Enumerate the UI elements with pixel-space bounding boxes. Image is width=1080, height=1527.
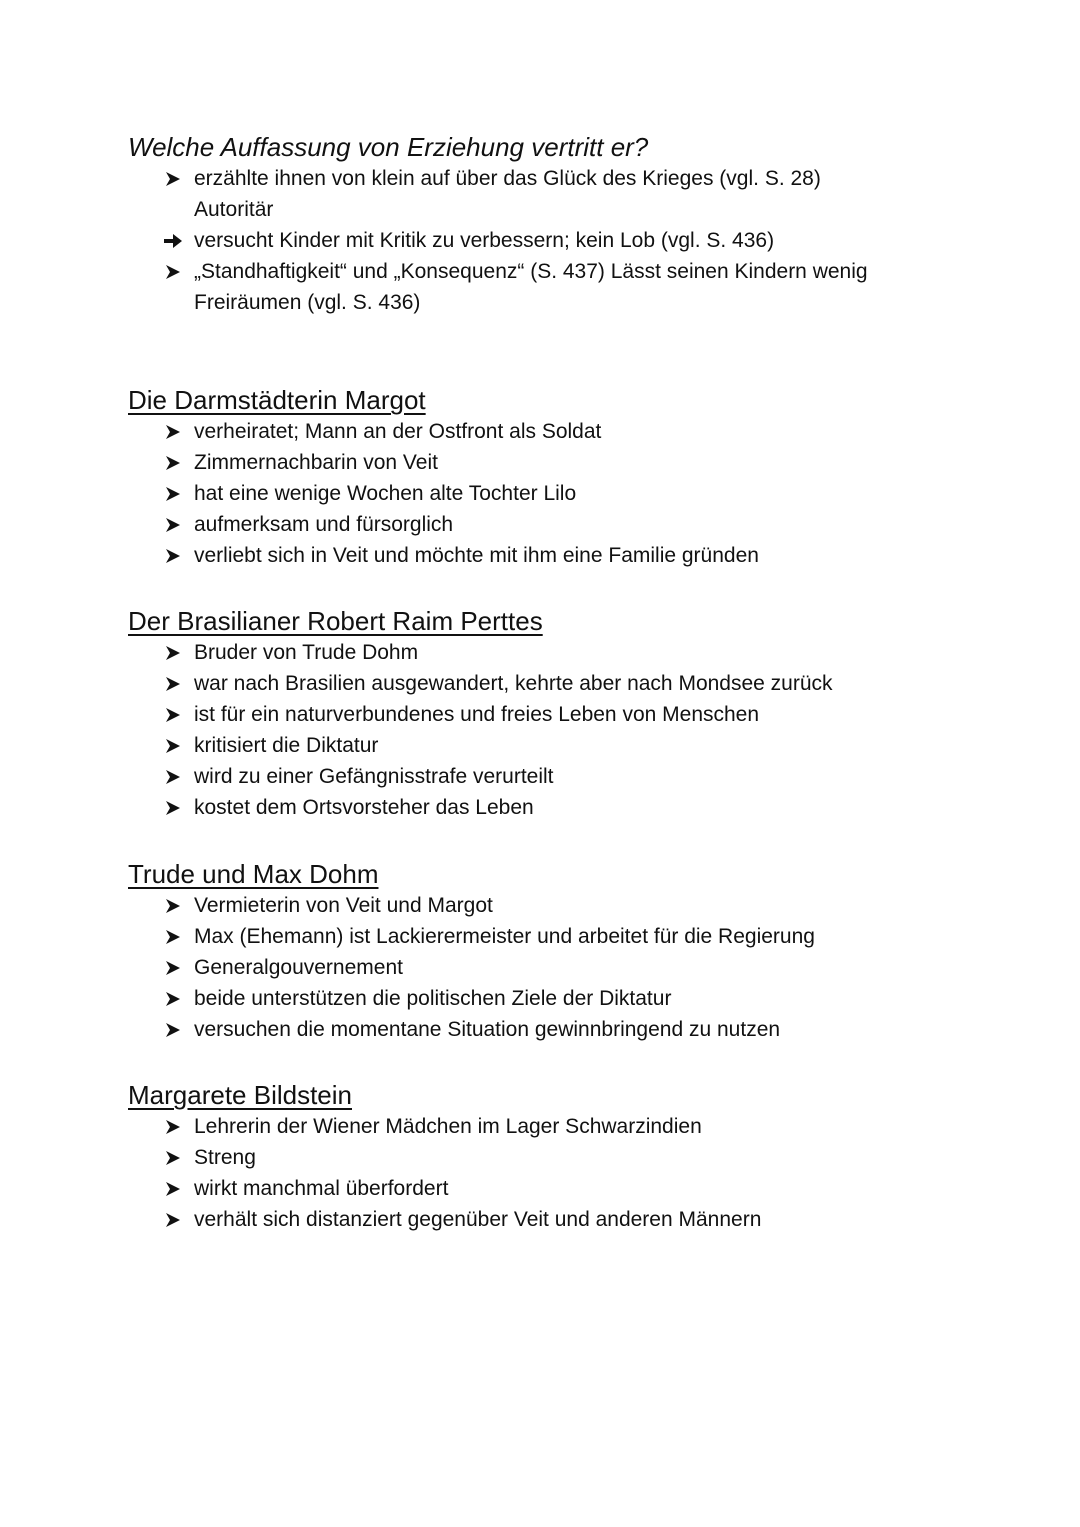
list-item <box>128 983 1028 1014</box>
list-item <box>128 952 1028 983</box>
list-item-text: Lehrerin der Wiener Mädchen im Lager Schwarzindien <box>194 1115 702 1138</box>
list-item-text: war nach Brasilien ausgewandert, kehrte aber nach Mondsee zurück <box>194 672 833 695</box>
list-item-text: wird zu einer Gefängnisstrafe verurteilt <box>194 765 554 788</box>
list-item <box>128 1173 1028 1204</box>
list-item-continuation: Freiräumen (vgl. S. 436) <box>194 291 421 314</box>
list-item-text: wirkt manchmal überfordert <box>194 1177 449 1200</box>
section-dohm <box>128 858 1028 1045</box>
triangle-bullet-icon <box>162 509 184 540</box>
list-item-text: ist für ein naturverbundenes und freies Leben von Menschen <box>194 703 760 726</box>
list-item-text: „Standhaftigkeit“ und „Konsequenz“ (S. 437) Lässt seinen Kindern wenig <box>194 260 868 283</box>
list-item <box>128 509 1028 540</box>
list-item-text: hat eine wenige Wochen alte Tochter Lilo <box>194 482 577 505</box>
list-item-text: Zimmernachbarin von Veit <box>194 451 438 474</box>
list-item <box>128 225 1028 256</box>
list-item-text: aufmerksam und fürsorglich <box>194 513 454 536</box>
triangle-bullet-icon <box>162 447 184 478</box>
list-item-text: kostet dem Ortsvorsteher das Leben <box>194 796 534 819</box>
triangle-bullet-icon <box>162 952 184 983</box>
section-heading: Die Darmstädterin Margot <box>128 385 426 415</box>
triangle-bullet-icon <box>162 637 184 668</box>
triangle-bullet-icon <box>162 921 184 952</box>
list-item <box>128 637 1028 668</box>
list-item <box>128 668 1028 699</box>
section-margot <box>128 384 1028 571</box>
list-item-text: versucht Kinder mit Kritik zu verbessern; kein Lob (vgl. S. 436) <box>194 229 775 252</box>
list-item <box>128 1111 1028 1142</box>
triangle-bullet-icon <box>162 890 184 921</box>
list-item-text: beide unterstützen die politischen Ziele der Diktatur <box>194 987 672 1010</box>
list-item <box>128 890 1028 921</box>
triangle-bullet-icon <box>162 1142 184 1173</box>
list-item <box>128 1142 1028 1173</box>
arrow-right-icon <box>162 225 184 256</box>
bullet-list <box>128 890 1028 1045</box>
list-item-continuation: Autoritär <box>194 198 274 221</box>
triangle-bullet-icon <box>162 699 184 730</box>
list-item-text: versuchen die momentane Situation gewinnbringend zu nutzen <box>194 1018 781 1041</box>
list-item <box>128 256 1028 318</box>
list-item <box>128 1014 1028 1045</box>
triangle-bullet-icon <box>162 730 184 761</box>
bullet-list <box>128 416 1028 571</box>
triangle-bullet-icon <box>162 792 184 823</box>
section-heading: Der Brasilianer Robert Raim Perttes <box>128 606 543 636</box>
triangle-bullet-icon <box>162 256 184 287</box>
bullet-list <box>128 637 1028 823</box>
list-item-text: Bruder von Trude Dohm <box>194 641 419 664</box>
triangle-bullet-icon <box>162 1111 184 1142</box>
triangle-bullet-icon <box>162 163 184 194</box>
triangle-bullet-icon <box>162 983 184 1014</box>
list-item <box>128 163 1028 225</box>
triangle-bullet-icon <box>162 1014 184 1045</box>
bullet-list <box>128 1111 1028 1235</box>
list-item-text: Max (Ehemann) ist Lackierermeister und arbeitet für die Regierung <box>194 925 815 948</box>
list-item-text: verliebt sich in Veit und möchte mit ihm eine Familie gründen <box>194 544 759 567</box>
list-item-text: Generalgouvernement <box>194 956 403 979</box>
section-heading: Welche Auffassung von Erziehung vertritt er? <box>128 132 649 162</box>
list-item-text: verheiratet; Mann an der Ostfront als Soldat <box>194 420 602 443</box>
section-erziehung <box>128 131 1028 318</box>
section-bildstein <box>128 1079 1028 1235</box>
triangle-bullet-icon <box>162 1204 184 1235</box>
triangle-bullet-icon <box>162 668 184 699</box>
list-item <box>128 792 1028 823</box>
list-item <box>128 730 1028 761</box>
list-item-text: erzählte ihnen von klein auf über das Glück des Krieges (vgl. S. 28) <box>194 167 821 190</box>
bullet-list <box>128 163 1028 318</box>
list-item-text: kritisiert die Diktatur <box>194 734 379 757</box>
triangle-bullet-icon <box>162 761 184 792</box>
section-robert <box>128 605 1028 823</box>
section-heading: Margarete Bildstein <box>128 1080 352 1110</box>
list-item <box>128 447 1028 478</box>
list-item <box>128 416 1028 447</box>
triangle-bullet-icon <box>162 1173 184 1204</box>
list-item-text: verhält sich distanziert gegenüber Veit und anderen Männern <box>194 1208 762 1231</box>
list-item-text: Streng <box>194 1146 256 1169</box>
list-item <box>128 761 1028 792</box>
triangle-bullet-icon <box>162 540 184 571</box>
triangle-bullet-icon <box>162 478 184 509</box>
list-item <box>128 921 1028 952</box>
list-item <box>128 699 1028 730</box>
list-item <box>128 478 1028 509</box>
list-item <box>128 540 1028 571</box>
triangle-bullet-icon <box>162 416 184 447</box>
list-item <box>128 1204 1028 1235</box>
section-heading: Trude und Max Dohm <box>128 859 379 889</box>
list-item-text: Vermieterin von Veit und Margot <box>194 894 493 917</box>
